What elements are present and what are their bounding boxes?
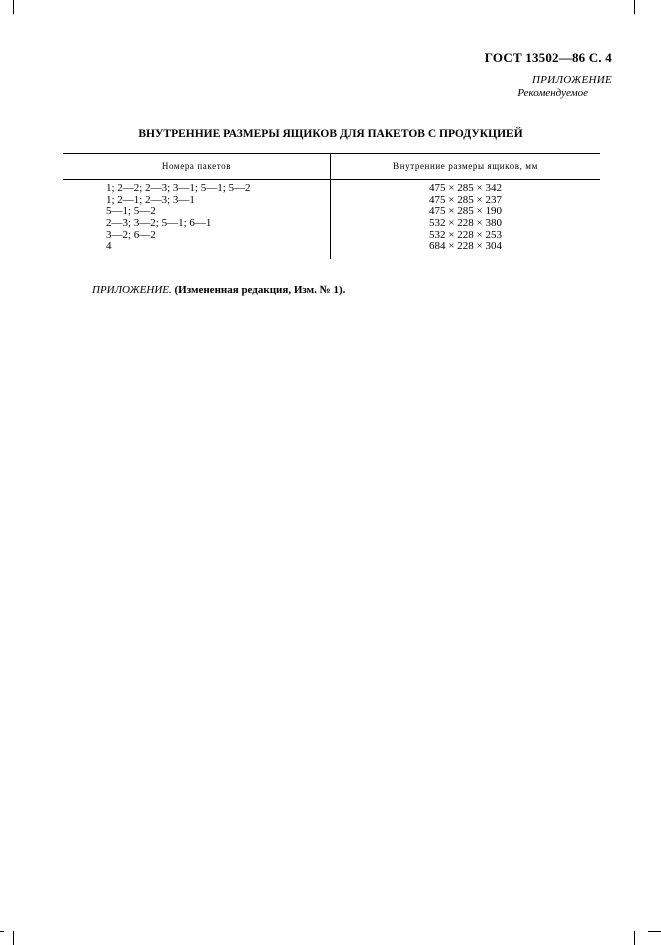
table-row (63, 183, 600, 195)
appendix-kind: Рекомендуемое (517, 87, 588, 99)
cell-dimensions: 532 × 228 × 380 (429, 217, 502, 230)
standard-code: ГОСТ 13502—86 С. 4 (484, 50, 612, 65)
table-header-rule (63, 179, 600, 180)
cell-packages: 3—2; 6—2 (106, 228, 156, 241)
table-title: ВНУТРЕННИЕ РАЗМЕРЫ ЯЩИКОВ ДЛЯ ПАКЕТОВ С ПРОДУКЦИЕЙ (138, 128, 523, 140)
crop-mark-bottom-right-h (648, 931, 661, 932)
cell-packages: 1; 2—2; 2—3; 3—1; 5—1; 5—2 (106, 182, 251, 194)
cell-dimensions: 532 × 228 × 253 (429, 228, 502, 241)
cell-packages: 4 (106, 240, 112, 253)
cell-dimensions: 475 × 285 × 190 (429, 205, 502, 218)
table-top-rule (63, 153, 600, 154)
table-row (63, 218, 600, 230)
appendix-label: ПРИЛОЖЕНИЕ (532, 74, 612, 86)
cell-packages: 5—1; 5—2 (106, 205, 156, 218)
revision-note-text: (Измененная редакция, Изм. № 1). (174, 284, 346, 296)
column-header-packages: Номера пакетов (161, 161, 232, 171)
revision-note (92, 284, 345, 296)
crop-mark-top-left (13, 0, 14, 14)
crop-mark-top-right (634, 0, 635, 14)
cell-dimensions: 475 × 285 × 237 (429, 193, 502, 206)
crop-mark-bottom-right (634, 931, 635, 945)
column-header-dimensions: Внутренние размеры ящиков, мм (393, 161, 538, 171)
table-row (63, 230, 600, 242)
cell-dimensions: 684 × 228 × 304 (429, 240, 502, 253)
crop-mark-bottom-left-h (0, 931, 4, 932)
crop-mark-bottom-left (13, 931, 14, 945)
cell-dimensions: 475 × 285 × 342 (429, 182, 502, 194)
cell-packages: 2—3; 3—2; 5—1; 6—1 (106, 217, 212, 230)
table-body (63, 183, 600, 253)
dimensions-table (63, 153, 600, 259)
cell-packages: 1; 2—1; 2—3; 3—1 (106, 193, 195, 206)
table-row (63, 241, 600, 253)
revision-note-lead: ПРИЛОЖЕНИЕ. (92, 284, 172, 296)
